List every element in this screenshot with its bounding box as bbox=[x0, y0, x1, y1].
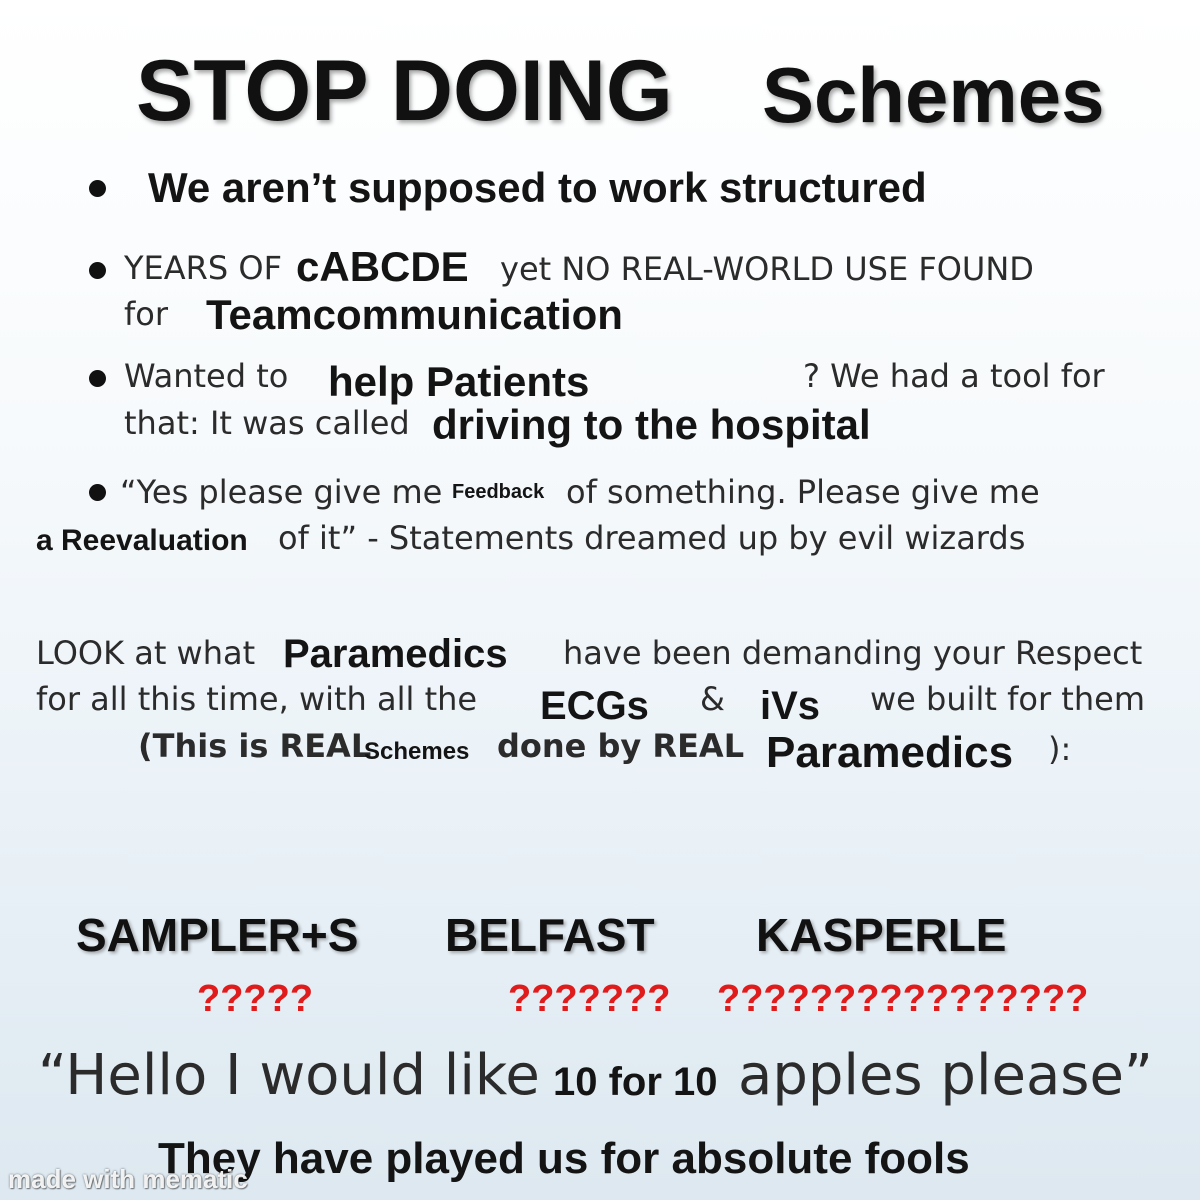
bullet-4-yes: “Yes please give me bbox=[120, 473, 443, 511]
bullet-2-yet: yet NO REAL-WORLD USE FOUND bbox=[500, 250, 1034, 288]
bullet-2-teamcommunication: Teamcommunication bbox=[206, 291, 623, 338]
look-this-is-real: (This is REAL bbox=[138, 727, 372, 765]
item-label-sampler: SAMPLER+S bbox=[76, 909, 359, 961]
bullet-1-text: We aren’t supposed to work structured bbox=[148, 164, 927, 211]
look-schemes: Schemes bbox=[364, 738, 470, 765]
look-paramedics: Paramedics bbox=[283, 632, 508, 676]
bullet-4-reevaluation: a Reevaluation bbox=[36, 524, 248, 557]
look-done-by-real: done by REAL bbox=[497, 727, 745, 765]
bullet-2-years-of: YEARS OF bbox=[124, 249, 282, 287]
quote-open: “Hello I would like bbox=[38, 1043, 540, 1108]
item-label-belfast: BELFAST bbox=[445, 909, 655, 961]
bullet-3-called: that: It was called bbox=[124, 404, 410, 442]
bullet-dot-3 bbox=[89, 370, 106, 387]
look-for-all: for all this time, with all the bbox=[36, 680, 478, 718]
watermark: made with mematic bbox=[8, 1164, 248, 1194]
footer-caption: They have played us for absolute fools bbox=[158, 1134, 970, 1183]
item-label-kasperle: KASPERLE bbox=[756, 909, 1007, 961]
item-marks-belfast: ??????? bbox=[508, 978, 671, 1020]
bullet-dot-4 bbox=[89, 484, 106, 501]
look-built: we built for them bbox=[870, 680, 1145, 718]
look-ecgs: ECGs bbox=[540, 684, 649, 728]
look-demanding: have been demanding your Respect bbox=[563, 634, 1143, 672]
look-paramedics-2: Paramedics bbox=[766, 728, 1014, 777]
bullet-3-tool: ? We had a tool for bbox=[803, 357, 1105, 395]
quote-ten-for-ten: 10 for 10 bbox=[553, 1060, 718, 1104]
title-schemes: Schemes bbox=[762, 51, 1105, 139]
look-at-what: LOOK at what bbox=[36, 634, 256, 672]
bullet-4-of-something: of something. Please give me bbox=[566, 473, 1040, 511]
bullet-4-feedback: Feedback bbox=[452, 481, 545, 503]
bullet-3-driving: driving to the hospital bbox=[432, 401, 871, 448]
bullet-3-help-patients: help Patients bbox=[328, 358, 590, 405]
item-marks-kasperle: ???????????????? bbox=[717, 978, 1089, 1020]
bullet-4-statements: of it” - Statements dreamed up by evil wizards bbox=[278, 519, 1026, 557]
look-ivs: iVs bbox=[760, 684, 821, 728]
look-ampersand: & bbox=[700, 680, 725, 718]
title-stop-doing: STOP DOING bbox=[136, 43, 673, 139]
look-close-paren: ): bbox=[1048, 730, 1072, 768]
bullet-3-wanted: Wanted to bbox=[124, 357, 289, 395]
bullet-dot-2 bbox=[89, 262, 106, 279]
item-marks-sampler: ????? bbox=[197, 978, 314, 1020]
bullet-2-cabcde: cABCDE bbox=[296, 243, 469, 290]
bullet-2-for: for bbox=[124, 295, 168, 333]
bullet-dot-1 bbox=[89, 180, 106, 197]
quote-close: apples please” bbox=[738, 1043, 1153, 1108]
